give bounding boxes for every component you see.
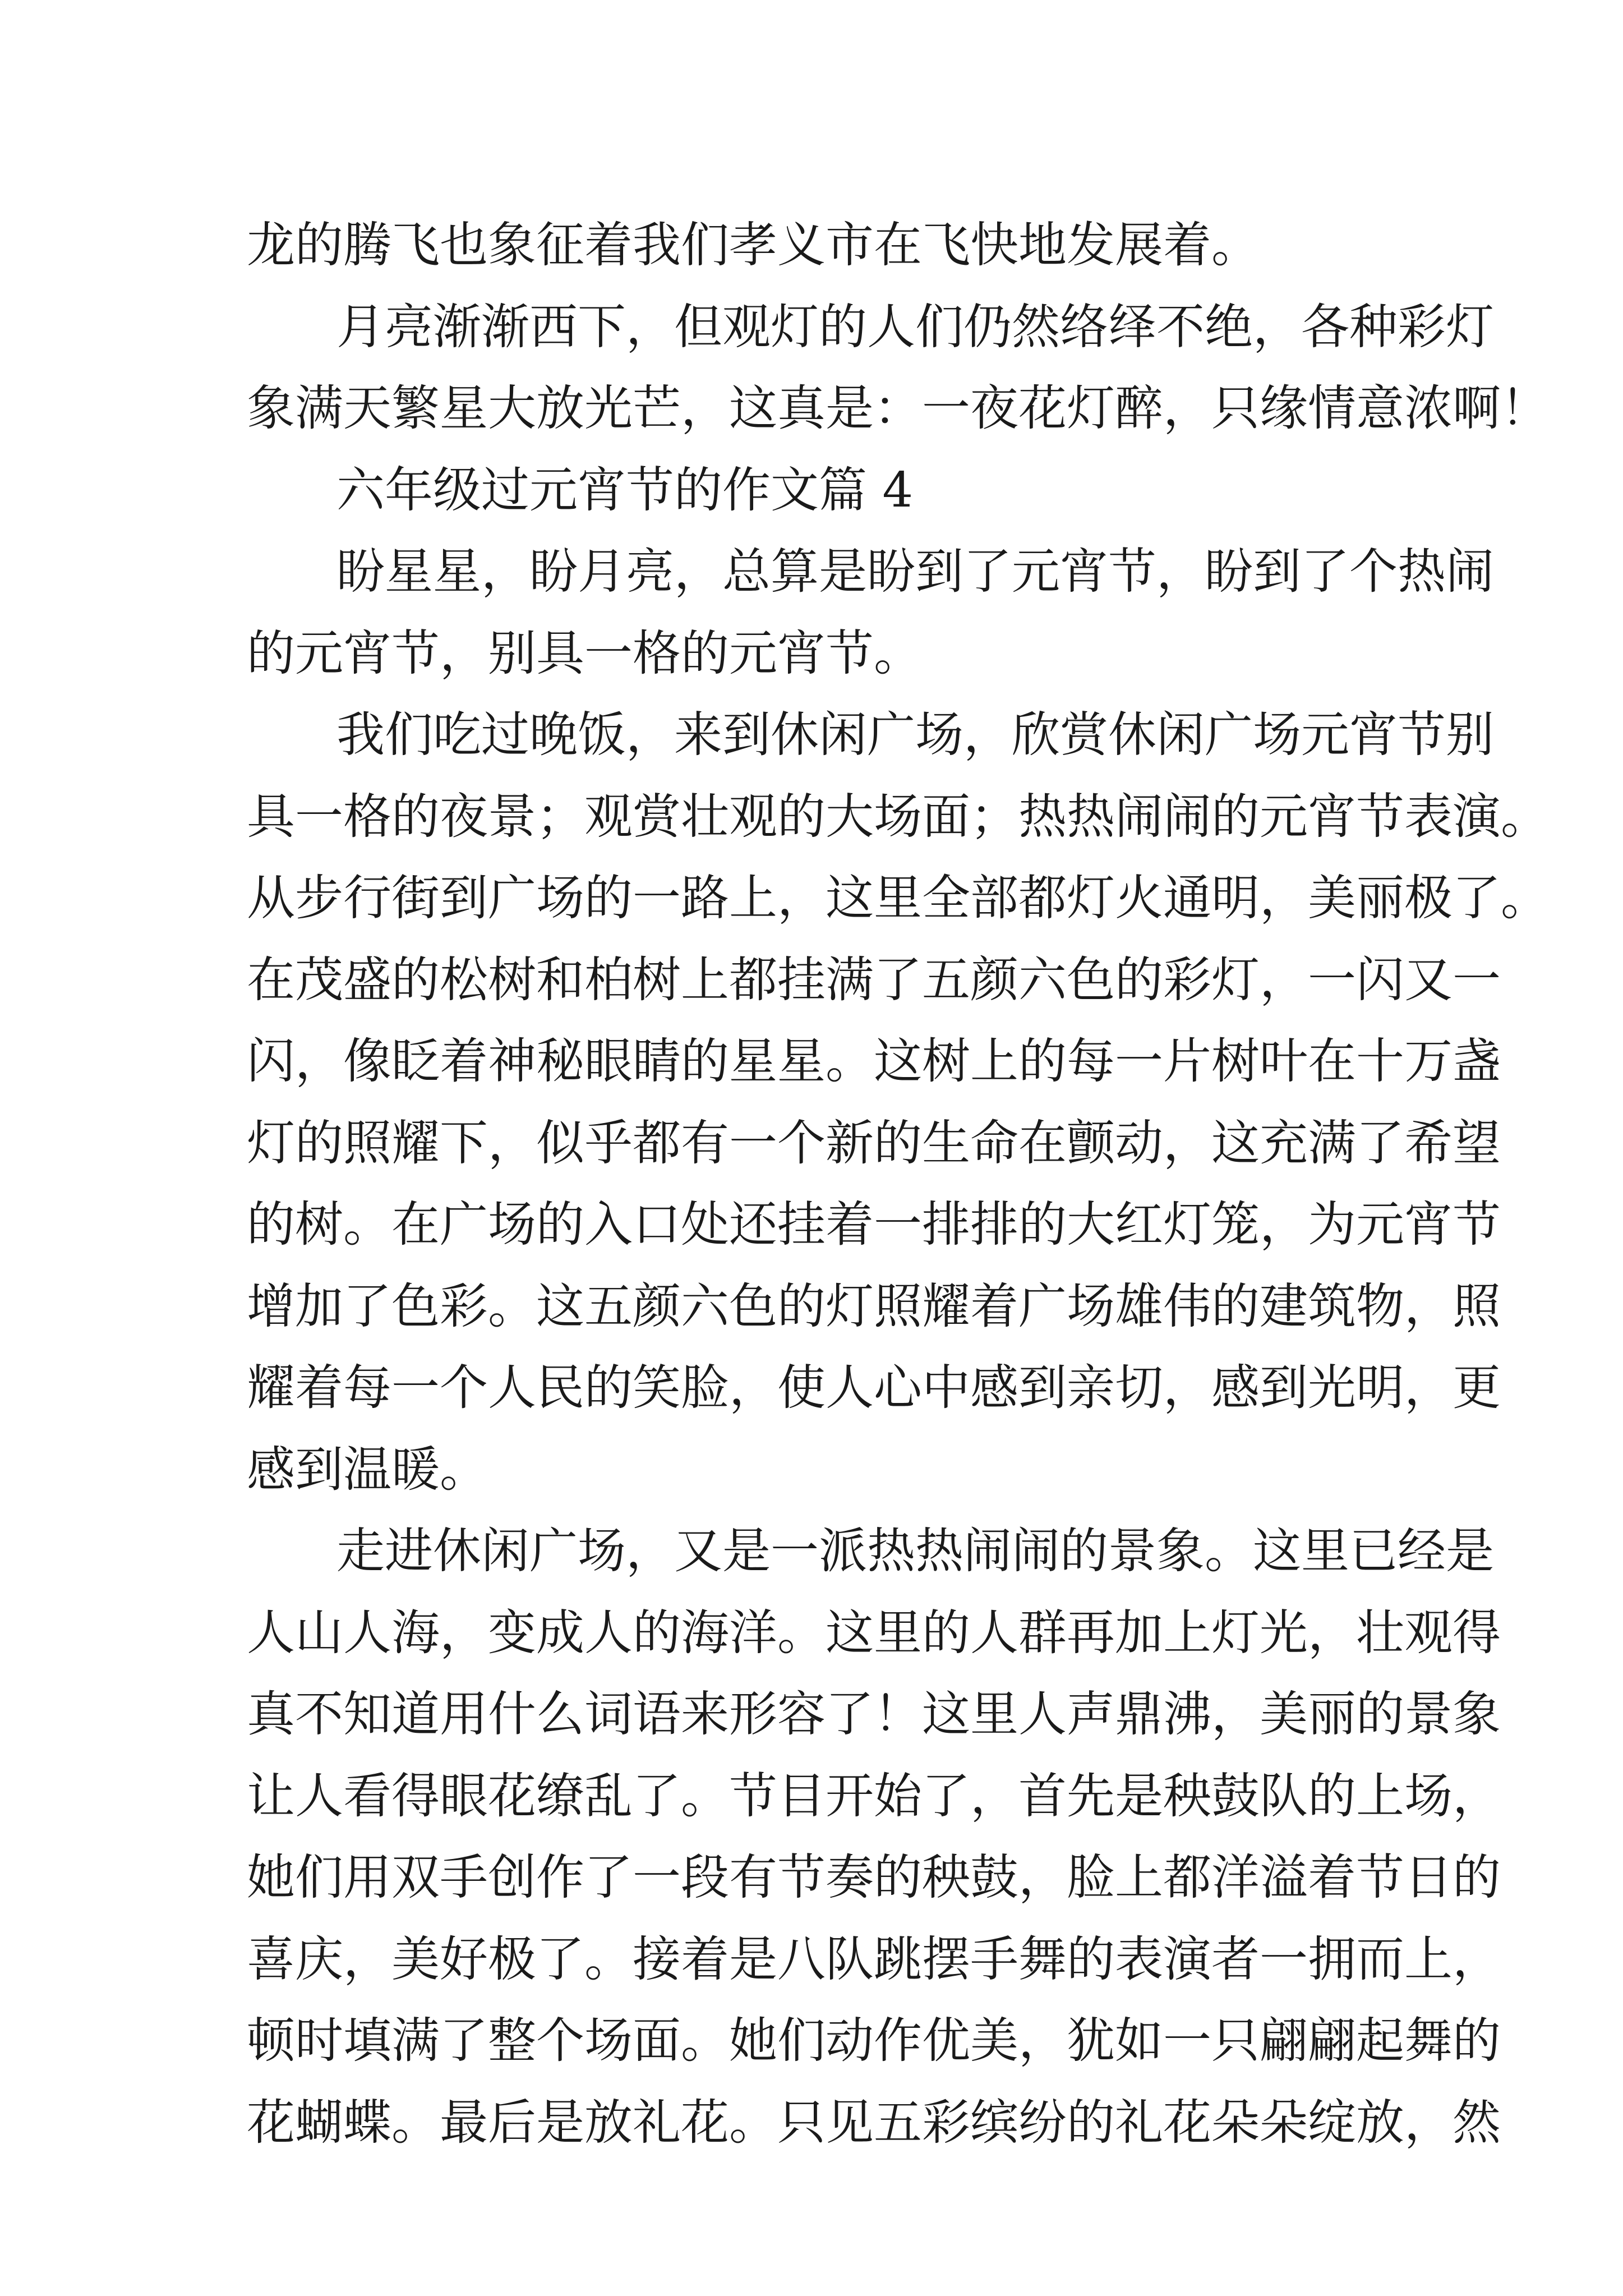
text-line: 的树。在广场的入口处还挂着一排排的大红灯笼，为元宵节: [247, 1197, 1501, 1253]
text-line: 从步行街到广场的一路上，这里全部都灯火通明，美丽极了。: [247, 870, 1549, 926]
text-line: 灯的照耀下，似乎都有一个新的生命在颤动，这充满了希望: [247, 1115, 1501, 1171]
document-body: [247, 205, 1549, 2164]
text-line: 增加了色彩。这五颜六色的灯照耀着广场雄伟的建筑物，照: [247, 1278, 1501, 1335]
text-line: 龙的腾飞也象征着我们孝义市在飞快地发展着。: [247, 217, 1260, 273]
text-line: 在茂盛的松树和柏树上都挂满了五颜六色的彩灯，一闪又一: [247, 951, 1501, 1008]
text-line: 闪，像眨着神秘眼睛的星星。这树上的每一片树叶在十万盏: [247, 1033, 1501, 1089]
text-line: 具一格的夜景；观赏壮观的大场面；热热闹闹的元宵节表演。: [247, 788, 1549, 845]
text-line: 感到温暖。: [247, 1441, 488, 1498]
text-line: 喜庆，美好极了。接着是八队跳摆手舞的表演者一拥而上，: [247, 1931, 1501, 1987]
text-line: 顿时填满了整个场面。她们动作优美，犹如一只翩翩起舞的: [247, 2013, 1501, 2069]
text-line: 的元宵节，别具一格的元宵节。: [247, 625, 922, 682]
text-line: 人山人海，变成人的海洋。这里的人群再加上灯光，壮观得: [247, 1604, 1501, 1661]
text-line: 走进休闲广场，又是一派热热闹闹的景象。这里已经是: [336, 1523, 1494, 1579]
text-line: 耀着每一个人民的笑脸，使人心中感到亲切，感到光明，更: [247, 1360, 1501, 1416]
text-line: 真不知道用什么词语来形容了！这里人声鼎沸，美丽的景象: [247, 1686, 1501, 1742]
text-line: 六年级过元宵节的作文篇 4: [336, 462, 914, 518]
text-line: 让人看得眼花缭乱了。节目开始了，首先是秧鼓队的上场，: [247, 1768, 1501, 1824]
text-line: 她们用双手创作了一段有节奏的秧鼓，脸上都洋溢着节日的: [247, 1849, 1501, 1906]
text-line: 盼星星，盼月亮，总算是盼到了元宵节，盼到了个热闹: [336, 544, 1494, 600]
text-line: 花蝴蝶。最后是放礼花。只见五彩缤纷的礼花朵朵绽放，然: [247, 2094, 1501, 2151]
text-line: 我们吃过晚饭，来到休闲广场，欣赏休闲广场元宵节别: [336, 707, 1494, 763]
text-line: 月亮渐渐西下，但观灯的人们仍然络绎不绝，各种彩灯: [336, 298, 1494, 355]
text-line: 象满天繁星大放光芒，这真是：一夜花灯醉，只缘情意浓啊！: [247, 380, 1549, 436]
